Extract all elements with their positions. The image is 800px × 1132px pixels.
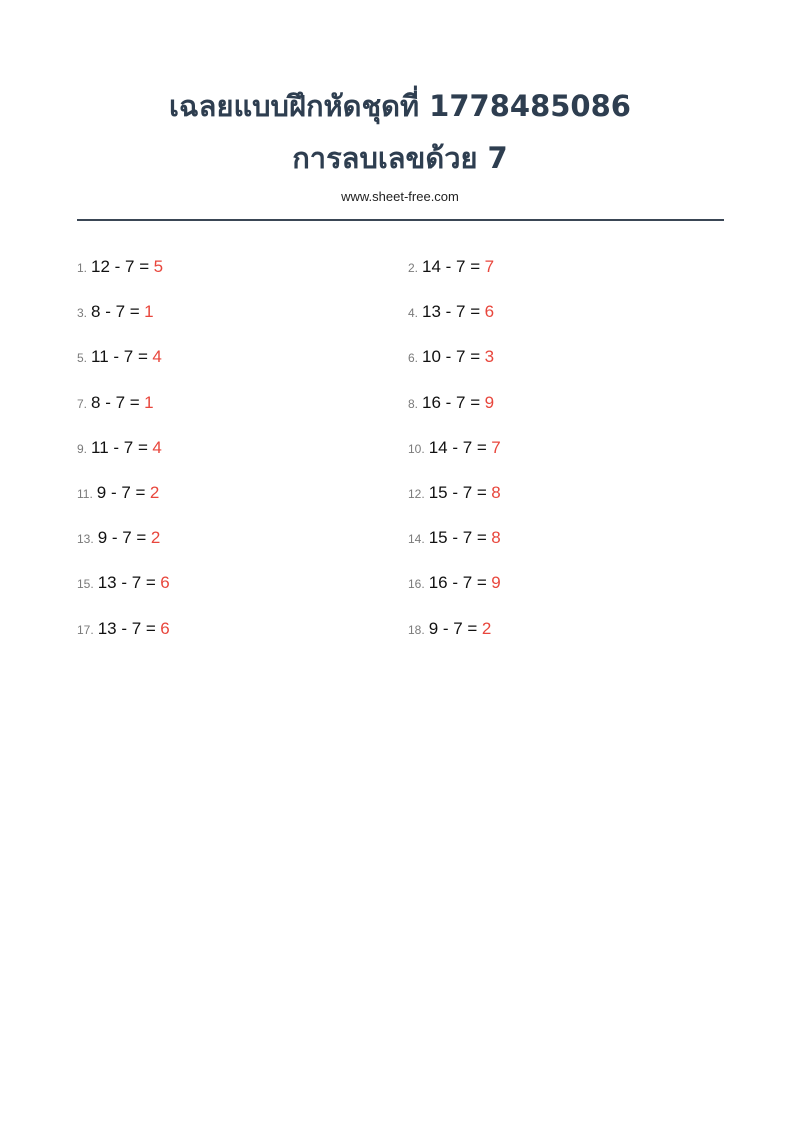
problem-expression: 9 - 7 = xyxy=(97,528,147,547)
problem-item xyxy=(408,568,501,598)
problem-number: 5. xyxy=(77,351,88,365)
problem-expression: 14 - 7 = xyxy=(428,438,487,457)
problem-number: 1. xyxy=(77,261,88,275)
problem-number: 6. xyxy=(408,351,419,365)
problem-expression: 12 - 7 = xyxy=(91,257,150,276)
problem-expression: 15 - 7 = xyxy=(428,528,487,547)
problem-answer: 7 xyxy=(484,257,495,276)
problem-number: 18. xyxy=(408,623,425,637)
problem-answer: 6 xyxy=(160,573,170,592)
problem-item xyxy=(77,388,154,418)
problem-expression: 15 - 7 = xyxy=(428,483,487,502)
header-divider xyxy=(77,219,724,221)
problem-answer: 2 xyxy=(481,619,492,638)
problem-answer: 4 xyxy=(152,438,162,457)
problem-item xyxy=(408,478,501,508)
problem-answer: 2 xyxy=(149,483,160,502)
problem-item xyxy=(408,297,494,327)
problem-expression: 13 - 7 = xyxy=(422,302,481,321)
problem-number: 4. xyxy=(408,306,419,320)
problem-expression: 13 - 7 = xyxy=(97,573,156,592)
problem-number: 12. xyxy=(408,487,425,501)
problem-number: 10. xyxy=(408,442,425,456)
problem-number: 3. xyxy=(77,306,88,320)
problem-item xyxy=(408,614,491,644)
problem-list xyxy=(77,252,737,672)
problem-answer: 7 xyxy=(491,438,501,457)
problem-answer: 3 xyxy=(484,347,495,366)
problem-number: 11. xyxy=(77,487,93,501)
problem-item xyxy=(77,342,162,372)
problem-number: 13. xyxy=(77,532,94,546)
problem-item xyxy=(77,568,170,598)
problem-expression: 14 - 7 = xyxy=(422,257,481,276)
problem-item xyxy=(77,297,154,327)
website-url: www.sheet-free.com xyxy=(341,189,459,204)
problem-answer: 1 xyxy=(144,302,154,321)
problem-expression: 16 - 7 = xyxy=(422,393,481,412)
problem-expression: 9 - 7 = xyxy=(428,619,478,638)
problem-item xyxy=(77,614,170,644)
problem-item xyxy=(408,433,501,463)
problem-answer: 6 xyxy=(160,619,170,638)
problem-item xyxy=(408,523,501,553)
problem-item xyxy=(77,252,163,282)
problem-item xyxy=(77,478,159,508)
problem-answer: 6 xyxy=(484,302,495,321)
page-title: เฉลยแบบฝึกหัดชุดที่ 1778485086 xyxy=(169,89,631,123)
problem-number: 9. xyxy=(77,442,88,456)
page-subtitle: การลบเลขด้วย 7 xyxy=(292,141,508,175)
problem-number: 8. xyxy=(408,397,419,411)
problem-expression: 11 - 7 = xyxy=(91,347,148,366)
problem-answer: 9 xyxy=(491,573,501,592)
problem-number: 17. xyxy=(77,623,94,637)
problem-answer: 2 xyxy=(150,528,161,547)
problem-number: 14. xyxy=(408,532,425,546)
problem-expression: 16 - 7 = xyxy=(428,573,487,592)
problem-answer: 9 xyxy=(484,393,495,412)
problem-answer: 5 xyxy=(153,257,164,276)
problem-item xyxy=(77,523,160,553)
problem-expression: 11 - 7 = xyxy=(91,438,148,457)
problem-item xyxy=(408,252,494,282)
problem-expression: 10 - 7 = xyxy=(422,347,481,366)
problem-expression: 8 - 7 = xyxy=(91,302,140,321)
problem-number: 15. xyxy=(77,577,94,591)
problem-number: 2. xyxy=(408,261,419,275)
problem-item xyxy=(408,342,494,372)
problem-item xyxy=(408,388,494,418)
problem-answer: 8 xyxy=(491,483,501,502)
problem-number: 7. xyxy=(77,397,88,411)
problem-item xyxy=(77,433,162,463)
problem-expression: 13 - 7 = xyxy=(97,619,156,638)
problem-answer: 8 xyxy=(491,528,501,547)
problem-answer: 4 xyxy=(152,347,162,366)
problem-expression: 8 - 7 = xyxy=(91,393,140,412)
problem-expression: 9 - 7 = xyxy=(96,483,146,502)
problem-number: 16. xyxy=(408,577,425,591)
problem-answer: 1 xyxy=(144,393,154,412)
